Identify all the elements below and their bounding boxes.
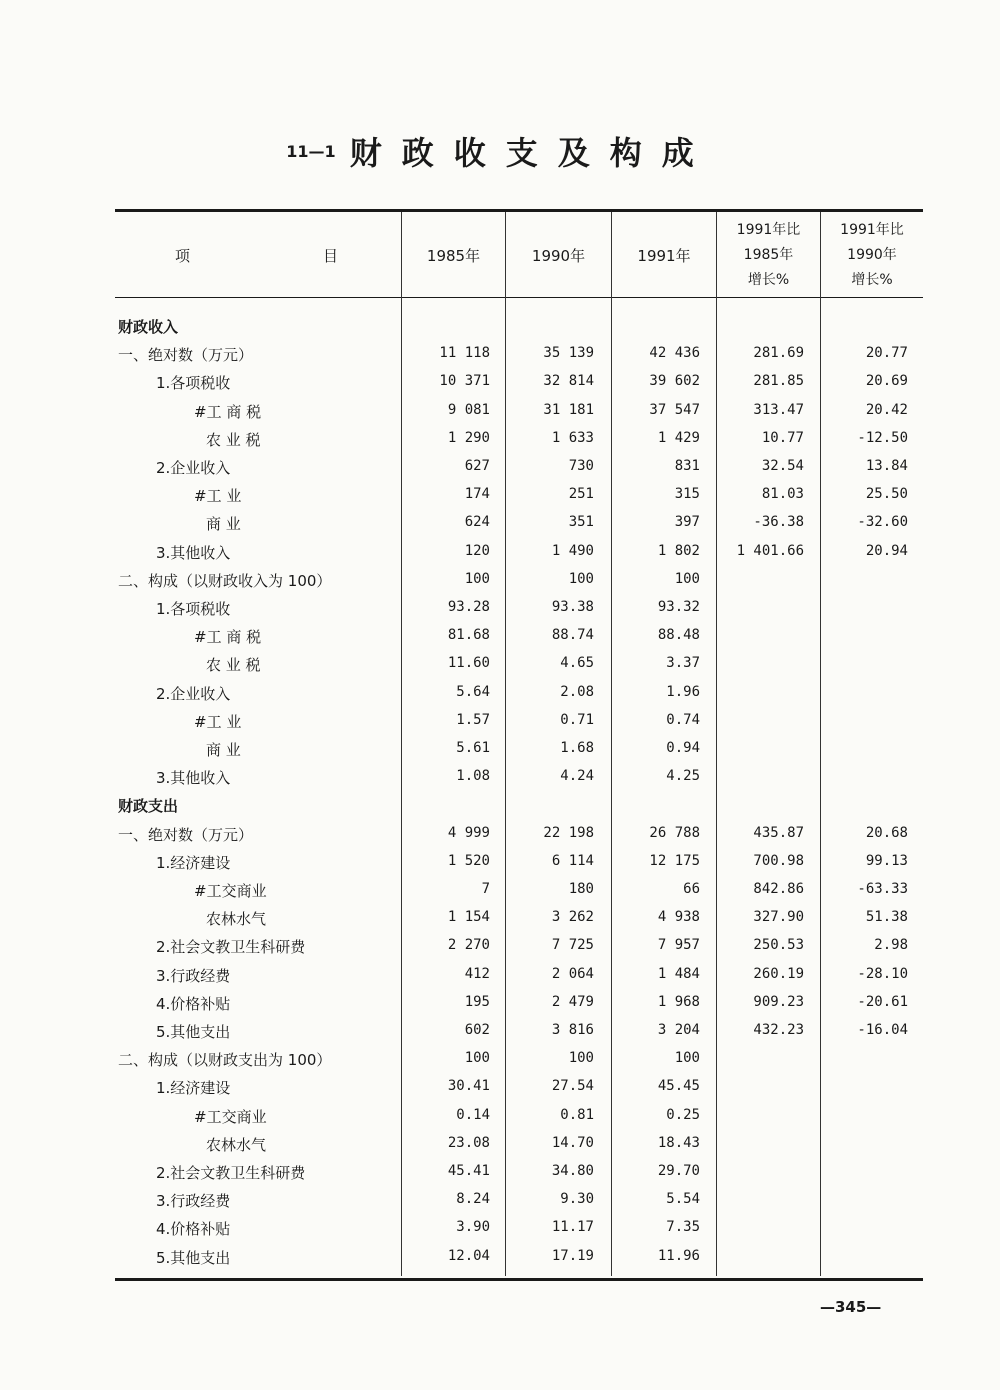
table-row bbox=[0, 1243, 1000, 1271]
cell-value: 0.14 bbox=[456, 1106, 490, 1123]
cell-value: 25.50 bbox=[865, 486, 908, 503]
row-label: 商 业 bbox=[206, 515, 241, 534]
row-label: 2.企业收入 bbox=[156, 684, 231, 703]
cell-value: 26 788 bbox=[649, 824, 700, 841]
table-row bbox=[0, 368, 1000, 396]
row-label: 二、构成（以财政收入为 100） bbox=[118, 571, 332, 590]
cell-value: 18.43 bbox=[657, 1134, 700, 1151]
row-label: 农林水气 bbox=[206, 1135, 267, 1154]
row-label: 5.其他支出 bbox=[156, 1248, 231, 1267]
cell-value: -32.60 bbox=[857, 514, 908, 531]
table-row bbox=[0, 1130, 1000, 1158]
row-label: 4.价格补贴 bbox=[156, 1220, 231, 1239]
row-label: 2.社会文教卫生科研费 bbox=[156, 1164, 306, 1182]
cell-value: -36.38 bbox=[753, 514, 804, 531]
cell-value: 1 401.66 bbox=[736, 542, 804, 559]
cell-value: 7 bbox=[481, 881, 490, 897]
row-label: #工交商业 bbox=[194, 1107, 267, 1126]
table-number: 11—1 bbox=[286, 141, 336, 161]
cell-value: 1 490 bbox=[551, 542, 594, 559]
cell-value: 700.98 bbox=[753, 852, 804, 869]
cell-value: 7.35 bbox=[666, 1219, 700, 1236]
bottom-rule bbox=[115, 1278, 923, 1281]
cell-value: 34.80 bbox=[551, 1163, 594, 1179]
cell-value: -63.33 bbox=[857, 881, 908, 897]
cell-value: -20.61 bbox=[857, 993, 908, 1010]
cell-value: -16.04 bbox=[857, 1022, 908, 1038]
cell-value: 29.70 bbox=[657, 1163, 700, 1179]
table-row bbox=[0, 763, 1000, 791]
cell-value: 1.57 bbox=[456, 711, 490, 728]
cell-value: 2 064 bbox=[551, 965, 594, 982]
header-item-right: 目 bbox=[323, 246, 339, 265]
table-row bbox=[0, 397, 1000, 425]
cell-value: 0.81 bbox=[560, 1106, 594, 1123]
table-row bbox=[0, 1045, 1000, 1073]
cell-value: 1.08 bbox=[456, 768, 490, 785]
header-line: 1990年 bbox=[847, 246, 897, 263]
cell-value: 17.19 bbox=[551, 1247, 594, 1264]
table-row bbox=[0, 1214, 1000, 1242]
cell-value: 351 bbox=[568, 514, 594, 531]
row-label: #工 业 bbox=[194, 487, 242, 506]
cell-value: 100 bbox=[464, 1050, 490, 1067]
cell-value: 4.65 bbox=[560, 655, 594, 672]
cell-value: 2 270 bbox=[447, 937, 490, 954]
row-label: 3.其他收入 bbox=[156, 769, 231, 788]
cell-value: 66 bbox=[683, 881, 700, 897]
cell-value: 39 602 bbox=[649, 373, 700, 390]
cell-value: 730 bbox=[568, 458, 594, 474]
cell-value: 195 bbox=[464, 993, 490, 1010]
cell-value: 315 bbox=[674, 486, 700, 503]
cell-value: 260.19 bbox=[753, 965, 804, 982]
row-label: #工 商 税 bbox=[194, 628, 262, 647]
row-label: 农 业 税 bbox=[206, 656, 261, 675]
header-1990: 1990年 bbox=[531, 246, 586, 265]
cell-value: 32.54 bbox=[761, 458, 804, 474]
cell-value: 11.60 bbox=[447, 655, 490, 672]
cell-value: 327.90 bbox=[753, 909, 804, 926]
cell-value: 412 bbox=[464, 965, 490, 982]
cell-value: 2 479 bbox=[551, 993, 594, 1010]
cell-value: 11.96 bbox=[657, 1247, 700, 1264]
table-row bbox=[0, 340, 1000, 368]
table-row bbox=[0, 538, 1000, 566]
cell-value: 1 968 bbox=[657, 993, 700, 1010]
table-row bbox=[0, 1186, 1000, 1214]
table-row bbox=[0, 820, 1000, 848]
row-label: 一、绝对数（万元） bbox=[118, 825, 254, 844]
table-row bbox=[0, 679, 1000, 707]
cell-value: 0.74 bbox=[666, 711, 700, 728]
table-row bbox=[0, 932, 1000, 960]
header-line: 1991年比 bbox=[840, 221, 904, 238]
cell-value: -12.50 bbox=[857, 429, 908, 446]
row-label: 3.其他收入 bbox=[156, 543, 231, 562]
row-label: 商 业 bbox=[206, 741, 241, 759]
cell-value: 9.30 bbox=[560, 1191, 594, 1208]
cell-value: 4.24 bbox=[560, 768, 594, 785]
row-label: 1.各项税收 bbox=[156, 374, 231, 393]
table-row bbox=[0, 1073, 1000, 1101]
header-item bbox=[115, 212, 401, 298]
cell-value: 11 118 bbox=[439, 345, 490, 362]
cell-value: 1 484 bbox=[657, 965, 700, 982]
cell-value: 435.87 bbox=[753, 824, 804, 841]
table-row bbox=[0, 707, 1000, 735]
cell-value: 842.86 bbox=[753, 881, 804, 897]
table-title-text: 财政收支及构成 bbox=[349, 134, 714, 172]
row-label: #工 商 税 bbox=[194, 402, 262, 421]
cell-value: 313.47 bbox=[753, 401, 804, 418]
header-1991: 1991年 bbox=[637, 246, 691, 265]
cell-value: 100 bbox=[568, 570, 594, 587]
cell-value: 3 204 bbox=[657, 1022, 700, 1038]
cell-value: 7 725 bbox=[551, 937, 594, 954]
cell-value: 93.28 bbox=[447, 599, 490, 615]
cell-value: -28.10 bbox=[857, 965, 908, 982]
cell-value: 180 bbox=[568, 881, 594, 897]
header-1985: 1985年 bbox=[426, 246, 481, 265]
cell-value: 93.32 bbox=[657, 599, 700, 615]
table-row bbox=[0, 312, 1000, 340]
cell-value: 1 290 bbox=[447, 429, 490, 446]
header-line: 增长% bbox=[747, 271, 790, 288]
row-label: 4.价格补贴 bbox=[156, 994, 231, 1013]
cell-value: 250.53 bbox=[753, 937, 804, 954]
cell-value: 602 bbox=[464, 1022, 490, 1038]
cell-value: 20.69 bbox=[865, 373, 908, 390]
cell-value: 42 436 bbox=[649, 345, 700, 362]
cell-value: 20.94 bbox=[865, 542, 908, 559]
cell-value: 100 bbox=[568, 1050, 594, 1067]
cell-value: 14.70 bbox=[551, 1134, 594, 1151]
cell-value: 909.23 bbox=[753, 993, 804, 1010]
cell-value: 13.84 bbox=[865, 458, 908, 474]
cell-value: 8.24 bbox=[456, 1191, 490, 1208]
cell-value: 32 814 bbox=[543, 373, 594, 390]
row-label: 1.经济建设 bbox=[156, 1079, 231, 1098]
cell-value: 4 938 bbox=[657, 909, 700, 926]
row-label: 1.经济建设 bbox=[156, 853, 231, 872]
cell-value: 27.54 bbox=[551, 1078, 594, 1095]
cell-value: 3 262 bbox=[551, 909, 594, 926]
table-row bbox=[0, 876, 1000, 904]
cell-value: 5.54 bbox=[666, 1191, 700, 1208]
cell-value: 831 bbox=[674, 458, 700, 474]
cell-value: 1 520 bbox=[447, 852, 490, 869]
page-number: —345— bbox=[820, 1298, 882, 1316]
cell-value: 1.96 bbox=[666, 683, 700, 700]
cell-value: 20.77 bbox=[865, 345, 908, 362]
cell-value: 3 816 bbox=[551, 1022, 594, 1038]
table-row bbox=[0, 961, 1000, 989]
cell-value: 100 bbox=[674, 570, 700, 587]
table-row bbox=[0, 566, 1000, 594]
row-label: 1.各项税收 bbox=[156, 600, 231, 618]
row-label: 5.其他支出 bbox=[156, 1023, 231, 1041]
cell-value: 23.08 bbox=[447, 1134, 490, 1151]
cell-value: 397 bbox=[674, 514, 700, 531]
cell-value: 432.23 bbox=[753, 1022, 804, 1038]
cell-value: 100 bbox=[464, 570, 490, 587]
cell-value: 22 198 bbox=[543, 824, 594, 841]
cell-value: 2.08 bbox=[560, 683, 594, 700]
row-label: #工 业 bbox=[194, 712, 242, 731]
row-label: 一、绝对数（万元） bbox=[118, 346, 254, 365]
table-row bbox=[0, 989, 1000, 1017]
table-row bbox=[0, 509, 1000, 537]
cell-value: 627 bbox=[464, 458, 490, 474]
header-line: 增长% bbox=[851, 271, 893, 288]
cell-value: 0.94 bbox=[666, 740, 700, 756]
header-line: 1991年比 bbox=[736, 221, 801, 238]
cell-value: 120 bbox=[464, 542, 490, 559]
cell-value: 1 429 bbox=[657, 429, 700, 446]
cell-value: 281.69 bbox=[753, 345, 804, 362]
section-heading: 财政支出 bbox=[118, 797, 179, 816]
table-row bbox=[0, 904, 1000, 932]
cell-value: 31 181 bbox=[543, 401, 594, 418]
section-heading: 财政收入 bbox=[118, 318, 179, 336]
header-growth-vs-1990 bbox=[821, 212, 923, 298]
table-row bbox=[0, 1017, 1000, 1045]
row-label: 农林水气 bbox=[206, 910, 267, 929]
row-label: 农 业 税 bbox=[206, 430, 261, 449]
cell-value: 12.04 bbox=[447, 1247, 490, 1264]
table-row bbox=[0, 594, 1000, 622]
cell-value: 0.25 bbox=[666, 1106, 700, 1123]
cell-value: 1 633 bbox=[551, 429, 594, 446]
row-label: #工交商业 bbox=[194, 882, 267, 900]
table-row bbox=[0, 848, 1000, 876]
cell-value: 12 175 bbox=[649, 852, 700, 869]
row-label: 3.行政经费 bbox=[156, 1192, 231, 1211]
table-row bbox=[0, 791, 1000, 819]
table-row bbox=[0, 1158, 1000, 1186]
header-growth-vs-1985 bbox=[717, 212, 820, 298]
table-row bbox=[0, 1102, 1000, 1130]
cell-value: 81.68 bbox=[447, 627, 490, 644]
table-row bbox=[0, 735, 1000, 763]
cell-value: 174 bbox=[464, 486, 490, 503]
cell-value: 3.90 bbox=[456, 1219, 490, 1236]
cell-value: 5.61 bbox=[456, 740, 490, 756]
cell-value: 281.85 bbox=[753, 373, 804, 390]
cell-value: 11.17 bbox=[551, 1219, 594, 1236]
cell-value: 93.38 bbox=[551, 599, 594, 615]
cell-value: 45.41 bbox=[447, 1163, 490, 1179]
cell-value: 88.74 bbox=[551, 627, 594, 644]
cell-value: 1 802 bbox=[657, 542, 700, 559]
table-row bbox=[0, 425, 1000, 453]
row-label: 2.企业收入 bbox=[156, 459, 231, 477]
cell-value: 20.42 bbox=[865, 401, 908, 418]
cell-value: 1.68 bbox=[560, 740, 594, 756]
cell-value: 30.41 bbox=[447, 1078, 490, 1095]
cell-value: 35 139 bbox=[543, 345, 594, 362]
cell-value: 6 114 bbox=[551, 852, 594, 869]
cell-value: 81.03 bbox=[761, 486, 804, 503]
cell-value: 100 bbox=[674, 1050, 700, 1067]
row-label: 2.社会文教卫生科研费 bbox=[156, 938, 306, 957]
cell-value: 3.37 bbox=[666, 655, 700, 672]
row-label: 二、构成（以财政支出为 100） bbox=[118, 1051, 332, 1070]
cell-value: 88.48 bbox=[657, 627, 700, 644]
cell-value: 2.98 bbox=[874, 937, 908, 954]
cell-value: 99.13 bbox=[865, 852, 908, 869]
cell-value: 9 081 bbox=[447, 401, 490, 418]
cell-value: 45.45 bbox=[657, 1078, 700, 1095]
cell-value: 251 bbox=[568, 486, 594, 503]
cell-value: 5.64 bbox=[456, 683, 490, 700]
row-label: 3.行政经费 bbox=[156, 966, 231, 985]
table-title bbox=[0, 128, 1000, 174]
table-row bbox=[0, 650, 1000, 678]
table-row bbox=[0, 453, 1000, 481]
cell-value: 37 547 bbox=[649, 401, 700, 418]
cell-value: 7 957 bbox=[657, 937, 700, 954]
cell-value: 10 371 bbox=[439, 373, 490, 390]
cell-value: 1 154 bbox=[447, 909, 490, 926]
cell-value: 20.68 bbox=[865, 824, 908, 841]
cell-value: 4 999 bbox=[447, 824, 490, 841]
cell-value: 624 bbox=[464, 514, 490, 531]
table-row bbox=[0, 622, 1000, 650]
cell-value: 10.77 bbox=[761, 429, 804, 446]
header-line: 1985年 bbox=[743, 246, 794, 263]
cell-value: 51.38 bbox=[865, 909, 908, 926]
table-row bbox=[0, 481, 1000, 509]
cell-value: 0.71 bbox=[560, 711, 594, 728]
cell-value: 4.25 bbox=[666, 768, 700, 785]
header-item-left: 项 bbox=[175, 246, 191, 265]
